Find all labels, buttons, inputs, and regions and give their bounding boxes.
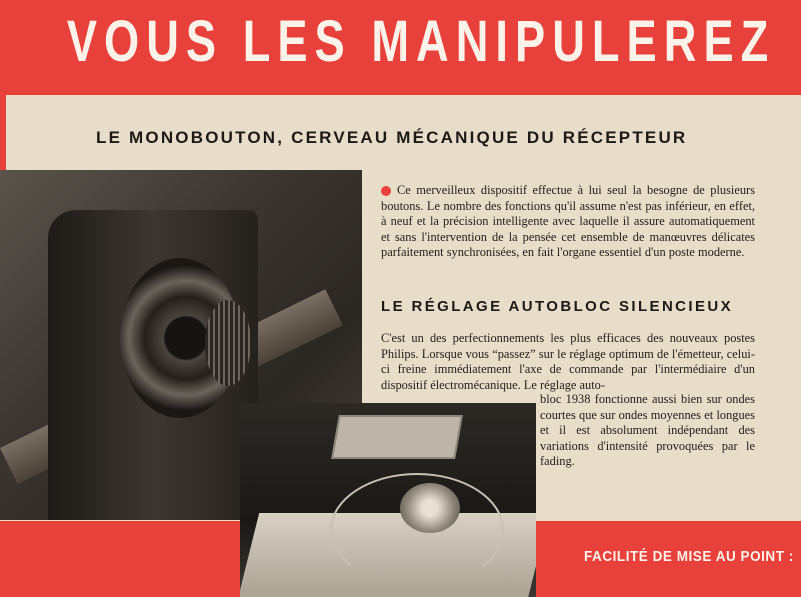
monobouton-paragraph: Ce merveilleux dispositif effectue à lui seul la besogne de plusieurs boutons. Le nombre des fonctions qu'il assume n'est pas inférieur, en effet, à neuf et la précision intelligente avec laquelle il assure automatiquement et sans l'intervention de la pensée cet ensemble de manœuvres délicates parfaitement synchronisées, en fait l'organe essentiel d'un poste moderne. <box>381 183 755 260</box>
footer-caption: FACILITÉ DE MISE AU POINT : <box>584 548 794 565</box>
page-headline: VOUS LES MANIPULEREZ <box>66 9 775 74</box>
photo-motor <box>400 483 460 533</box>
autobloc-paragraph-top: C'est un des perfectionnements les plus efficaces des nouveaux postes Philips. Lorsque vous “passez” sur le réglage optimum de l'émetteur, celui-ci freine immédiatement l'axe de commande par l'intermédiaire d'un dispositif électromécanique. Le réglage auto- <box>381 331 755 392</box>
autobloc-paragraph-bottom: bloc 1938 fonctionne aussi bien sur ondes courtes que sur ondes moyennes et longues et il est absolument indépendant des variations d'intensité provoquées par le fading. <box>540 392 755 469</box>
autobloc-heading: LE RÉGLAGE AUTOBLOC SILENCIEUX <box>381 298 734 315</box>
photo-tuning-scale <box>331 415 463 459</box>
bottom-left-red-band <box>0 521 240 597</box>
photo-knob <box>205 300 251 386</box>
autobloc-mechanism-photo <box>240 403 536 597</box>
left-red-strip <box>0 95 6 170</box>
section-title: LE MONOBOUTON, CERVEAU MÉCANIQUE DU RÉCEPTEUR <box>96 128 688 147</box>
